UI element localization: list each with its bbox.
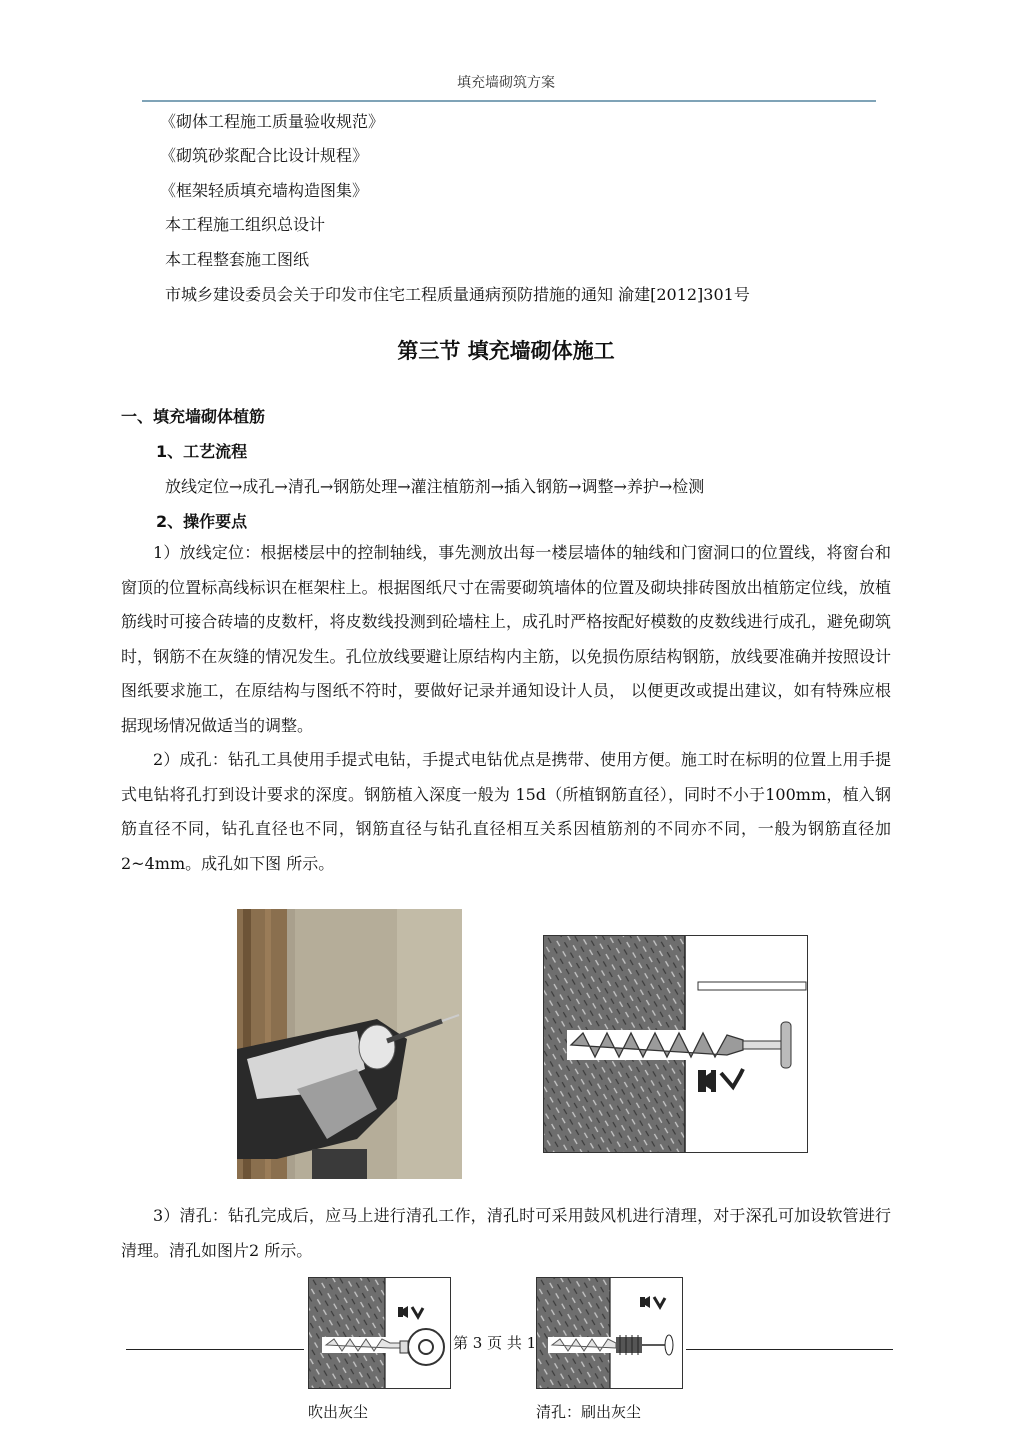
subheading-process: 1、工艺流程 bbox=[156, 442, 248, 461]
drilling-photo bbox=[237, 909, 462, 1179]
drilling-diagram bbox=[543, 935, 808, 1153]
reference-item: 本工程施工组织总设计 bbox=[165, 215, 326, 234]
reference-item: 《框架轻质填充墙构造图集》 bbox=[160, 181, 369, 200]
brush-dust-diagram bbox=[536, 1277, 683, 1389]
footer-divider-left bbox=[126, 1349, 304, 1350]
footer-divider-right bbox=[686, 1349, 893, 1350]
page-header-title: 填充墙砌筑方案 bbox=[457, 75, 555, 91]
reference-item: 市城乡建设委员会关于印发市住宅工程质量通病预防措施的通知 渝建[2012]301号 bbox=[165, 285, 750, 304]
paragraph-drilling: 2）成孔：钻孔工具使用手提式电钻，手提式电钻优点是携带、使用方便。施工时在标明的位置上用手提式电钻将孔打到设计要求的深度。钢筋植入深度一般为 15d（所植钢筋直径），同时不小于100mm，植入钢筋直径不同，钻孔直径也不同，钢筋直径与钻孔直径相互关系因植筋剂的不同亦不同，一般为钢筋直径加2~4mm。成孔如下图 所示。 bbox=[121, 750, 891, 873]
blow-dust-diagram bbox=[308, 1277, 451, 1389]
caption-blow-dust: 吹出灰尘 bbox=[308, 1403, 369, 1421]
reference-item: 《砌体工程施工质量验收规范》 bbox=[160, 112, 385, 131]
section-title: 第三节 填充墙砌体施工 bbox=[397, 339, 615, 363]
reference-item: 《砌筑砂浆配合比设计规程》 bbox=[160, 146, 369, 165]
page-number: 第 3 页 共 1 bbox=[453, 1334, 537, 1352]
reference-item: 本工程整套施工图纸 bbox=[165, 250, 310, 269]
subheading-operation: 2、操作要点 bbox=[156, 512, 248, 531]
header-divider bbox=[142, 100, 876, 102]
caption-brush-dust: 清孔：刷出灰尘 bbox=[536, 1403, 642, 1421]
paragraph-cleaning: 3）清孔：钻孔完成后，应马上进行清孔工作，清孔时可采用鼓风机进行清理，对于深孔可加设软管进行清理。清孔如图片2 所示。 bbox=[121, 1206, 891, 1260]
heading-1: 一、填充墙砌体植筋 bbox=[121, 407, 266, 426]
paragraph-positioning: 1）放线定位：根据楼层中的控制轴线，事先测放出每一楼层墙体的轴线和门窗洞口的位置线，将窗台和窗顶的位置标高线标识在框架柱上。根据图纸尺寸在需要砌筑墙体的位置及砌块排砖图放出植筋定位线，放植筋线时可接合砖墙的皮数杆，将皮数线投测到砼墙柱上，成孔时严格按配好模数的皮数线进行成孔，避免砌筑时，钢筋不在灰缝的情况发生。孔位放线要避让原结构内主筋，以免损伤原结构钢筋，放线要准确并按照设计图纸要求施工，在原结构与图纸不符时，要做好记录并通知设计人员， 以便更改或提出建议，如有特殊应根据现场情况做适当的调整。 bbox=[121, 543, 891, 735]
process-flow: 放线定位→成孔→清孔→钢筋处理→灌注植筋剂→插入钢筋→调整→养护→检测 bbox=[165, 477, 705, 496]
